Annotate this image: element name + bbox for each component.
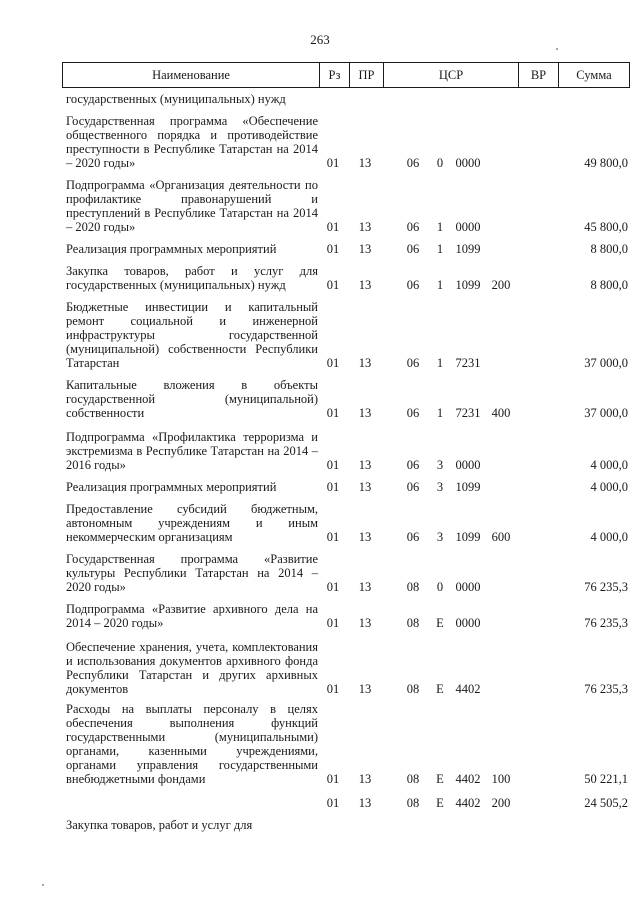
table-row (62, 378, 630, 420)
row-csr-subprogram: 3 (436, 458, 444, 472)
row-rz: 01 (326, 772, 340, 786)
table-row (62, 114, 630, 170)
row-csr-program: 08 (406, 772, 420, 786)
row-csr-program: 06 (406, 278, 420, 292)
header-csr: ЦСР (383, 63, 518, 87)
row-sum: 4 000,0 (590, 530, 628, 544)
row-pr: 13 (358, 480, 372, 494)
row-name: Закупка товаров, работ и услуг для государственных (муниципальных) нужд (66, 264, 318, 292)
row-name: Капитальные вложения в объекты государственной (муниципальной) собственности (66, 378, 318, 420)
row-name: Обеспечение хранения, учета, комплектования и использования документов архивного фонда Республики Татарстан и других архивных документов (66, 640, 318, 696)
row-name: государственных (муниципальных) нужд (66, 92, 286, 106)
table-row (62, 602, 630, 630)
row-rz: 01 (326, 580, 340, 594)
table-row (62, 242, 630, 256)
table-row (62, 300, 630, 370)
row-csr-program: 06 (406, 156, 420, 170)
row-csr-program: 06 (406, 458, 420, 472)
row-sum: 8 800,0 (590, 278, 628, 292)
row-sum: 50 221,1 (584, 772, 628, 786)
row-csr-direction: 1099 (455, 530, 481, 544)
row-csr-subprogram: 3 (436, 530, 444, 544)
row-sum: 49 800,0 (584, 156, 628, 170)
row-sum: 45 800,0 (584, 220, 628, 234)
row-vr: 200 (491, 278, 511, 292)
row-pr: 13 (358, 796, 372, 810)
row-vr: 400 (491, 406, 511, 420)
table-row (62, 480, 630, 494)
row-csr-subprogram: Е (436, 796, 444, 810)
row-csr-direction: 4402 (455, 682, 481, 696)
row-csr-direction: 4402 (455, 796, 481, 810)
row-pr: 13 (358, 772, 372, 786)
row-csr-program: 06 (406, 220, 420, 234)
row-name: Бюджетные инвестиции и капитальный ремонт социальной и инженерной инфраструктуры государственной (муниципальной) собственности Республики Татарстан (66, 300, 318, 370)
row-csr-direction: 0000 (455, 458, 481, 472)
row-vr: 200 (491, 796, 511, 810)
row-csr-program: 06 (406, 480, 420, 494)
row-pr: 13 (358, 406, 372, 420)
row-csr-program: 08 (406, 796, 420, 810)
row-csr-subprogram: 1 (436, 278, 444, 292)
row-name: Подпрограмма «Организация деятельности по профилактике правонарушений и преступлений в Республике Татарстан на 2014 – 2020 годы» (66, 178, 318, 234)
row-csr-program: 08 (406, 580, 420, 594)
row-sum: 24 505,2 (584, 796, 628, 810)
row-name: Реализация программных мероприятий (66, 480, 277, 494)
row-rz: 01 (326, 682, 340, 696)
row-csr-direction: 7231 (455, 356, 481, 370)
table-row (62, 92, 630, 106)
row-sum: 76 235,3 (584, 682, 628, 696)
table-row (62, 702, 630, 786)
row-csr-subprogram: 3 (436, 480, 444, 494)
row-csr-program: 08 (406, 682, 420, 696)
row-sum: 37 000,0 (584, 356, 628, 370)
row-csr-program: 06 (406, 406, 420, 420)
row-csr-subprogram: Е (436, 682, 444, 696)
row-sum: 4 000,0 (590, 458, 628, 472)
row-csr-subprogram: 0 (436, 580, 444, 594)
row-name: Государственная программа «Обеспечение общественного порядка и противодействие преступности в Республике Татарстан на 2014 – 2020 годы» (66, 114, 318, 170)
row-csr-subprogram: Е (436, 772, 444, 786)
row-csr-direction: 1099 (455, 278, 481, 292)
row-name: Подпрограмма «Развитие архивного дела на 2014 – 2020 годы» (66, 602, 318, 630)
row-name: Подпрограмма «Профилактика терроризма и экстремизма в Республике Татарстан на 2014 – 2016 годы» (66, 430, 318, 472)
row-csr-direction: 0000 (455, 580, 481, 594)
row-csr-direction: 0000 (455, 156, 481, 170)
row-sum: 4 000,0 (590, 480, 628, 494)
row-rz: 01 (326, 242, 340, 256)
row-pr: 13 (358, 530, 372, 544)
row-rz: 01 (326, 278, 340, 292)
row-name: Реализация программных мероприятий (66, 242, 277, 256)
row-csr-direction: 7231 (455, 406, 481, 420)
row-vr: 100 (491, 772, 511, 786)
table-row (62, 818, 630, 832)
row-rz: 01 (326, 356, 340, 370)
row-name: Расходы на выплаты персоналу в целях обеспечения выполнения функций государственными (муниципальными) органами, казенными учреждениями, органами управления государственными внебюджетными фондами (66, 702, 318, 786)
scan-speck (556, 48, 558, 50)
row-csr-subprogram: Е (436, 616, 444, 630)
row-name: Предоставление субсидий бюджетным, автономным учреждениям и иным некоммерческим организациям (66, 502, 318, 544)
row-rz: 01 (326, 796, 340, 810)
table-row (62, 264, 630, 292)
row-csr-subprogram: 1 (436, 220, 444, 234)
row-rz: 01 (326, 616, 340, 630)
row-csr-program: 06 (406, 530, 420, 544)
row-pr: 13 (358, 682, 372, 696)
row-name: Государственная программа «Развитие культуры Республики Татарстан на 2014 – 2020 годы» (66, 552, 318, 594)
scan-speck (42, 884, 44, 886)
row-pr: 13 (358, 458, 372, 472)
header-pr: ПР (349, 63, 383, 87)
header-vr: ВР (518, 63, 558, 87)
row-csr-subprogram: 1 (436, 406, 444, 420)
row-pr: 13 (358, 242, 372, 256)
row-pr: 13 (358, 580, 372, 594)
row-pr: 13 (358, 356, 372, 370)
row-rz: 01 (326, 156, 340, 170)
row-pr: 13 (358, 616, 372, 630)
row-csr-program: 08 (406, 616, 420, 630)
table-row (62, 502, 630, 544)
row-csr-program: 06 (406, 356, 420, 370)
row-csr-program: 06 (406, 242, 420, 256)
row-csr-subprogram: 0 (436, 156, 444, 170)
row-rz: 01 (326, 530, 340, 544)
row-pr: 13 (358, 156, 372, 170)
row-csr-subprogram: 1 (436, 242, 444, 256)
table-row (62, 796, 630, 810)
row-sum: 76 235,3 (584, 616, 628, 630)
row-sum: 37 000,0 (584, 406, 628, 420)
page-number: 263 (310, 32, 330, 47)
table-header (62, 62, 630, 88)
row-pr: 13 (358, 278, 372, 292)
row-rz: 01 (326, 406, 340, 420)
table-row (62, 178, 630, 234)
header-sum: Сумма (558, 63, 629, 87)
row-csr-direction: 0000 (455, 220, 481, 234)
row-csr-direction: 0000 (455, 616, 481, 630)
row-rz: 01 (326, 458, 340, 472)
row-sum: 76 235,3 (584, 580, 628, 594)
row-csr-direction: 1099 (455, 480, 481, 494)
header-rz: Рз (319, 63, 349, 87)
row-sum: 8 800,0 (590, 242, 628, 256)
row-csr-direction: 1099 (455, 242, 481, 256)
table-row (62, 640, 630, 696)
row-vr: 600 (491, 530, 511, 544)
row-pr: 13 (358, 220, 372, 234)
table-row (62, 430, 630, 472)
row-rz: 01 (326, 220, 340, 234)
row-name: Закупка товаров, работ и услуг для (66, 818, 253, 832)
header-name: Наименование (152, 68, 230, 82)
row-csr-subprogram: 1 (436, 356, 444, 370)
table-row (62, 552, 630, 594)
row-rz: 01 (326, 480, 340, 494)
row-csr-direction: 4402 (455, 772, 481, 786)
